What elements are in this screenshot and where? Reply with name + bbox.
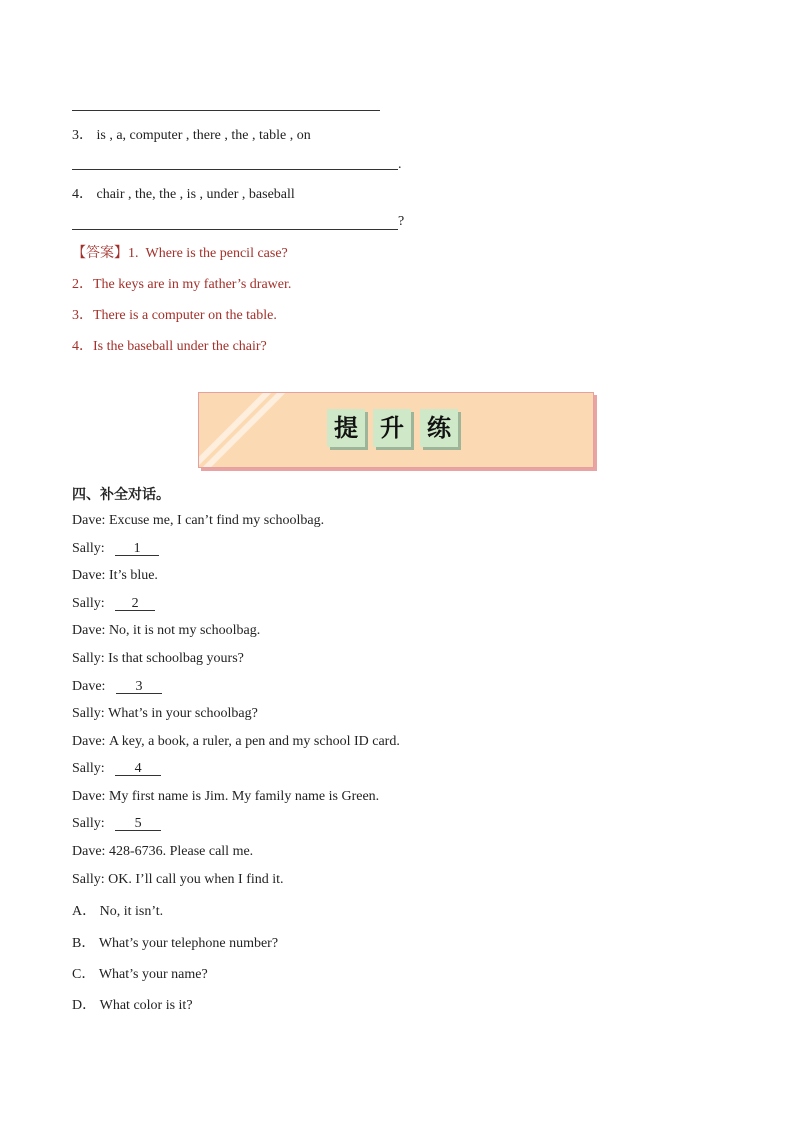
section-heading: 四、补全对话。 xyxy=(72,487,170,503)
speaker: Sally: xyxy=(72,541,105,556)
blank-1[interactable]: 1 xyxy=(115,542,159,556)
speaker: Dave: xyxy=(72,623,106,638)
dialogue-line xyxy=(72,816,161,832)
sentence-4 xyxy=(72,183,295,203)
dialogue-text: No, it is not my schoolbag. xyxy=(108,623,261,638)
sentence-number: 3． xyxy=(72,128,93,143)
dialogue-line xyxy=(72,651,244,667)
answer-line-4-text xyxy=(72,335,267,355)
speaker: Dave: xyxy=(72,789,106,804)
sentence-end-mark: ? xyxy=(398,214,405,229)
speaker: Dave: xyxy=(72,734,106,749)
dialogue-line xyxy=(72,844,253,860)
dialogue-line xyxy=(72,596,155,612)
banner-char-tile: 升 xyxy=(373,409,411,447)
answer-line-1-text xyxy=(72,242,288,262)
speaker: Dave: xyxy=(72,844,106,859)
dialogue-line xyxy=(72,734,400,750)
answer-number: 2． xyxy=(72,277,93,292)
banner-char-tile: 提 xyxy=(327,409,365,447)
option-text: No, it isn’t. xyxy=(99,904,164,919)
banner-char-tile: 练 xyxy=(420,409,458,447)
option-letter: D． xyxy=(72,998,97,1013)
answer-text: Is the baseball under the chair? xyxy=(93,339,267,354)
dialogue-text: Excuse me, I can’t find my schoolbag. xyxy=(108,513,325,528)
option-letter: A． xyxy=(72,904,97,919)
answer-line-2-text xyxy=(72,273,291,293)
blank-2[interactable]: 2 xyxy=(115,597,155,611)
option-letter: C． xyxy=(72,967,96,982)
speaker: Dave: xyxy=(72,568,106,583)
dialogue-line xyxy=(72,568,158,584)
answer-text: There is a computer on the table. xyxy=(93,308,277,323)
blank-4[interactable]: 4 xyxy=(115,762,161,776)
answer-number: 4． xyxy=(72,339,93,354)
section-banner xyxy=(198,392,594,468)
blank-5[interactable]: 5 xyxy=(115,817,161,831)
answer-text: Where is the pencil case? xyxy=(145,246,288,261)
option-a xyxy=(72,900,163,920)
answer-line-3-text xyxy=(72,304,277,324)
dialogue-text: What’s in your schoolbag? xyxy=(108,706,258,721)
dialogue-text: OK. I’ll call you when I find it. xyxy=(108,872,284,887)
sentence-3 xyxy=(72,124,311,144)
answer-line-2[interactable] xyxy=(72,110,380,111)
dialogue-text: 428-6736. Please call me. xyxy=(108,844,254,859)
banner-stripe xyxy=(198,392,294,468)
speaker: Sally: xyxy=(72,761,105,776)
option-d xyxy=(72,994,193,1014)
option-c xyxy=(72,963,208,983)
option-text: What’s your telephone number? xyxy=(98,936,279,951)
speaker: Sally: xyxy=(72,596,105,611)
dialogue-line xyxy=(72,761,161,777)
dialogue-line xyxy=(72,623,260,639)
blank-3[interactable]: 3 xyxy=(116,680,162,694)
sentence-words: is , a, computer , there , the , table , on xyxy=(96,128,311,143)
dialogue-text: It’s blue. xyxy=(108,568,158,583)
dialogue-line xyxy=(72,706,258,722)
dialogue-text: A key, a book, a ruler, a pen and my school ID card. xyxy=(108,734,400,749)
dialogue-text: Is that schoolbag yours? xyxy=(108,651,244,666)
answer-bracket: 【答案】 xyxy=(72,246,128,261)
sentence-number: 4． xyxy=(72,187,93,202)
dialogue-line xyxy=(72,789,379,805)
answer-text: The keys are in my father’s drawer. xyxy=(93,277,292,292)
dialogue-line xyxy=(72,541,159,557)
speaker: Dave: xyxy=(72,679,106,694)
sentence-end-mark: . xyxy=(398,157,402,172)
dialogue-text: My first name is Jim. My family name is Green. xyxy=(108,789,380,804)
sentence-words: chair , the, the , is , under , baseball xyxy=(96,187,295,202)
speaker: Sally: xyxy=(72,872,105,887)
speaker: Sally: xyxy=(72,651,105,666)
option-text: What’s your name? xyxy=(98,967,208,982)
dialogue-line xyxy=(72,513,324,529)
option-letter: B． xyxy=(72,936,96,951)
dialogue-line xyxy=(72,872,284,888)
speaker: Sally: xyxy=(72,816,105,831)
dialogue-line xyxy=(72,679,162,695)
speaker: Dave: xyxy=(72,513,106,528)
answer-number: 3． xyxy=(72,308,93,323)
speaker: Sally: xyxy=(72,706,105,721)
option-b xyxy=(72,932,278,952)
option-text: What color is it? xyxy=(99,998,193,1013)
answer-line-3[interactable] xyxy=(72,169,398,170)
answer-line-4[interactable] xyxy=(72,229,398,230)
answer-number: 1. xyxy=(128,246,139,261)
